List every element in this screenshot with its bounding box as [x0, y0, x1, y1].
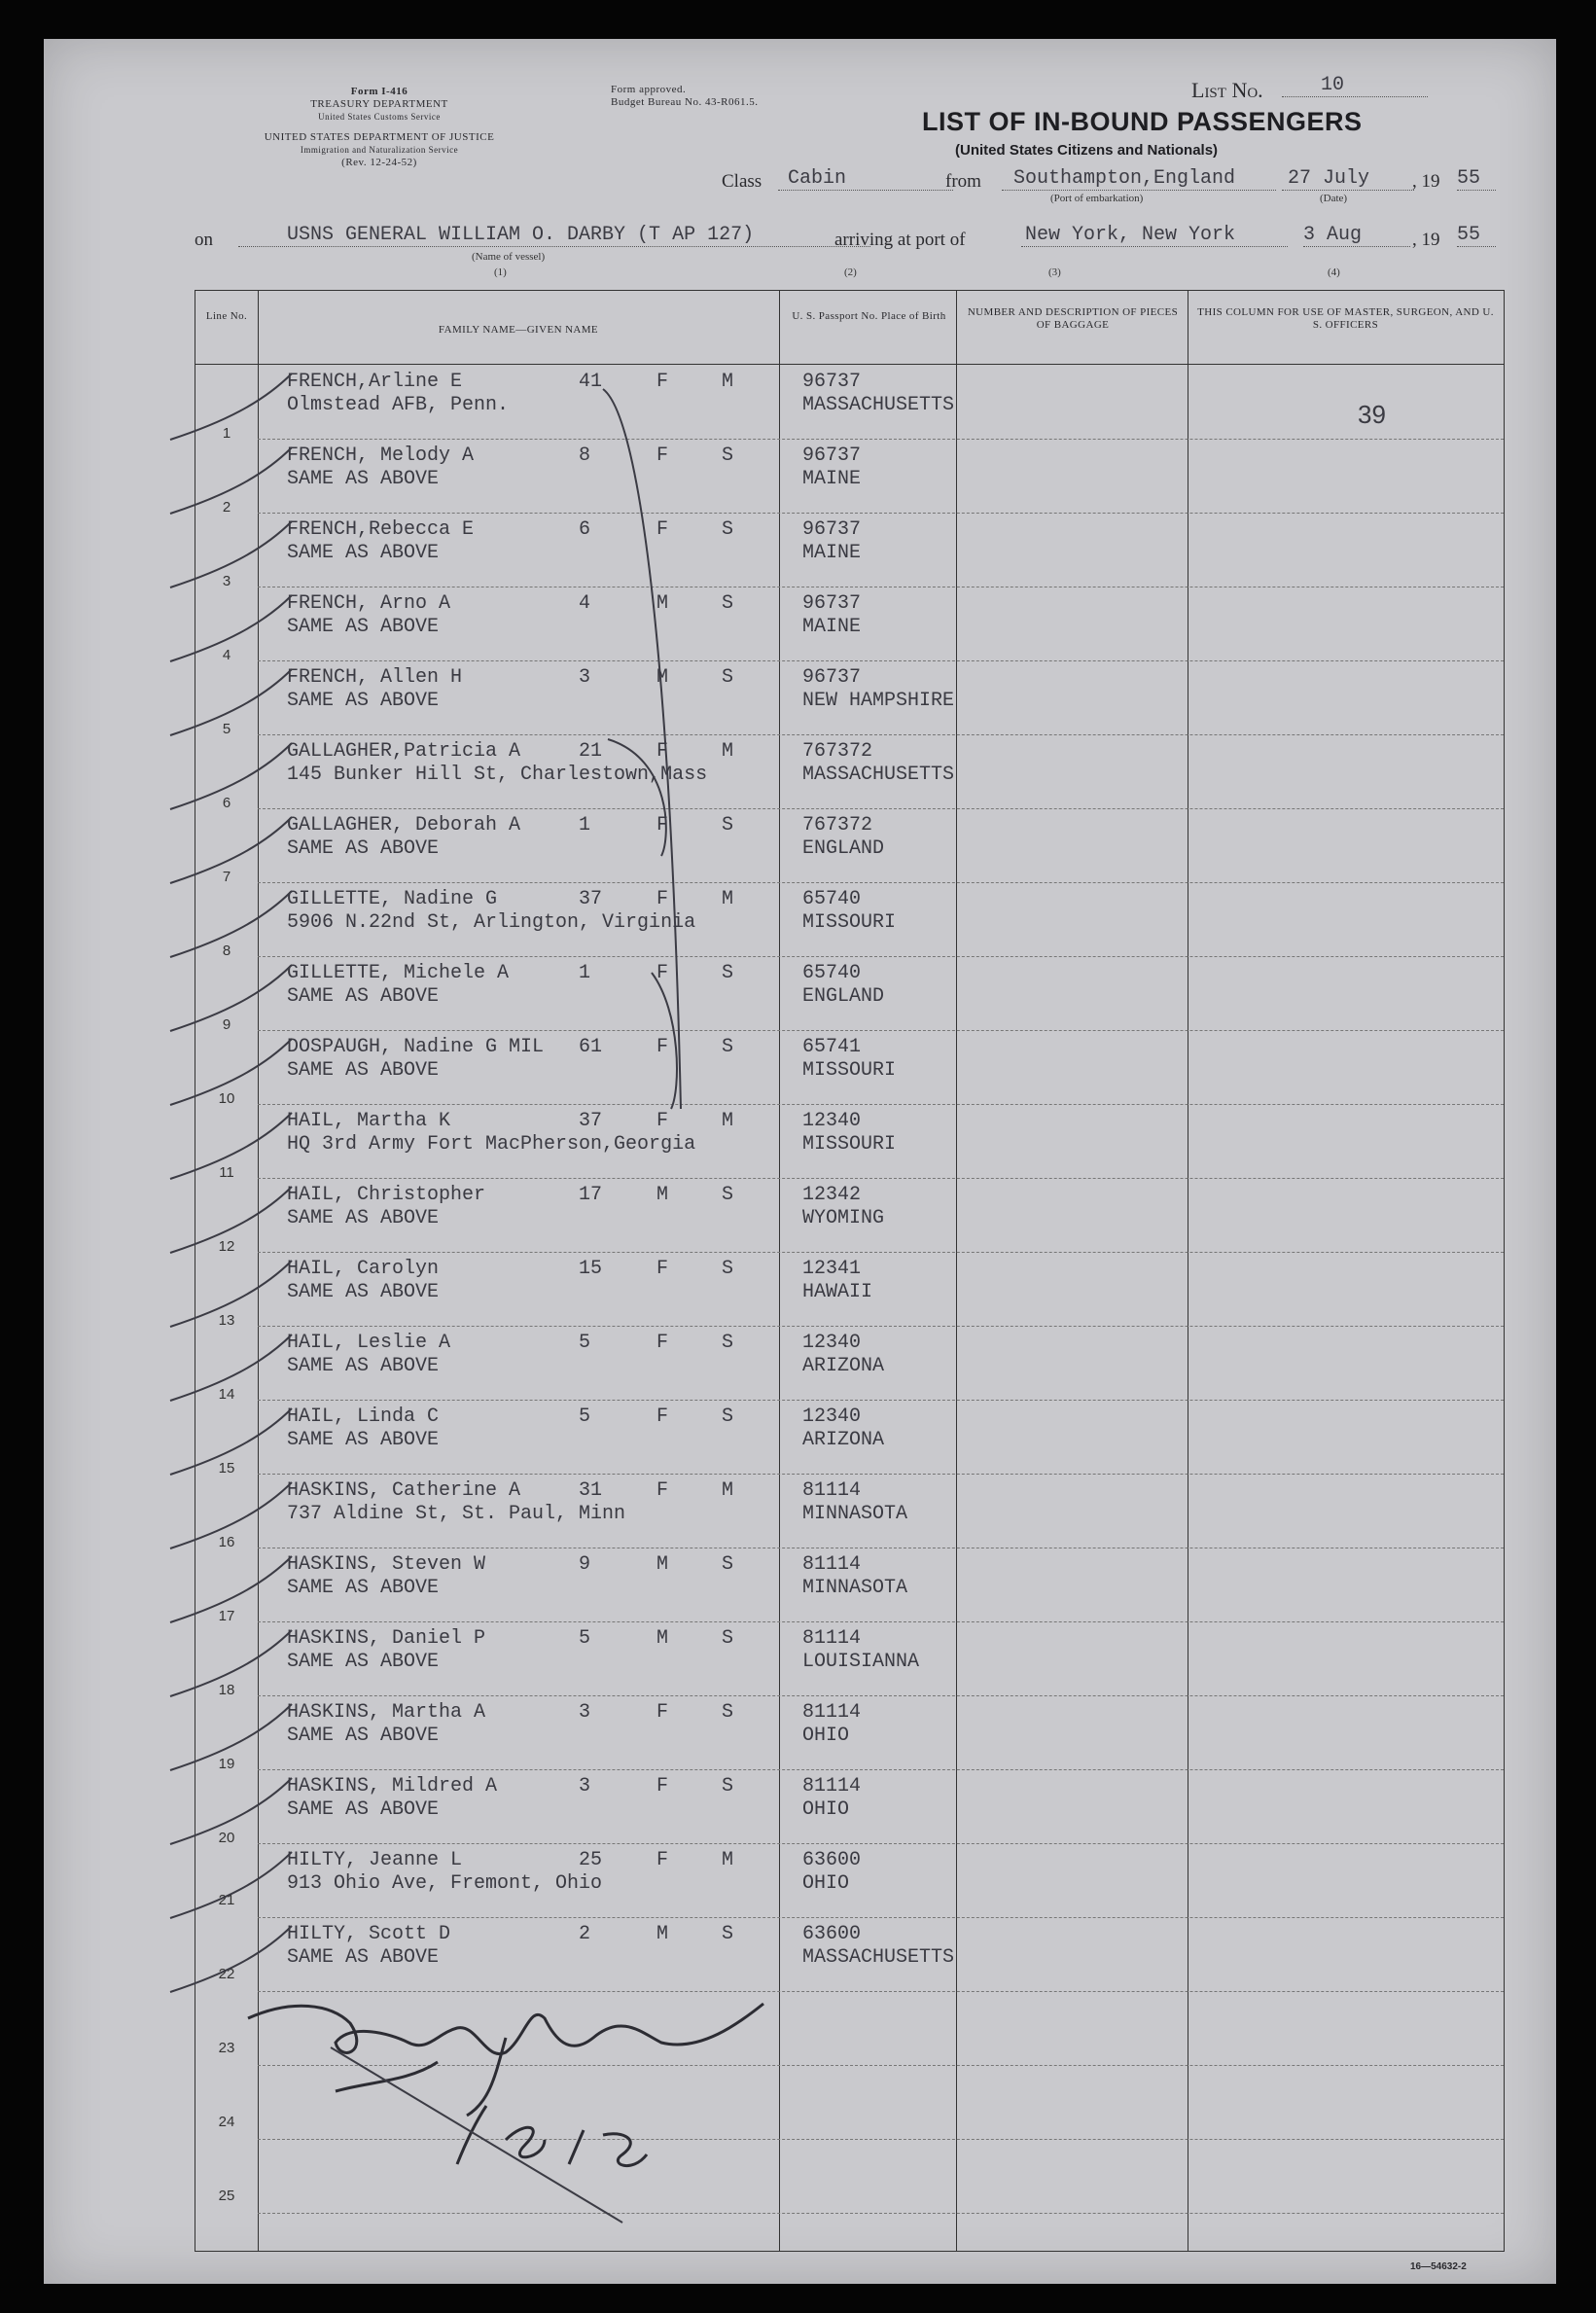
place-of-birth: MAINE	[802, 616, 862, 638]
passenger-sex: F	[656, 1332, 669, 1354]
list-number-label: List No.	[1191, 78, 1263, 102]
passenger-sex: F	[656, 1406, 669, 1428]
passport-number: 81114	[802, 1479, 862, 1502]
embarkation-date: 27 July	[1282, 167, 1414, 191]
line-number: 9	[222, 1016, 231, 1033]
vessel-name: USNS GENERAL WILLIAM O. DARBY (T AP 127)	[238, 224, 870, 247]
line-number: 16	[218, 1534, 235, 1550]
marital-status: M	[722, 1849, 734, 1871]
marital-status: S	[722, 1332, 734, 1354]
passenger-age: 3	[579, 1701, 591, 1724]
passenger-sex: F	[656, 1701, 669, 1724]
passenger-age: 37	[579, 888, 603, 910]
passport-number: 81114	[802, 1701, 862, 1724]
embarkation-year: 55	[1457, 167, 1496, 191]
passenger-name: HILTY, Jeanne L	[287, 1849, 463, 1871]
passport-number: 81114	[802, 1553, 862, 1576]
line-number: 5	[222, 721, 231, 737]
line-number: 1	[222, 425, 231, 442]
check-mark	[170, 1261, 292, 1327]
check-mark	[170, 669, 292, 735]
passenger-age: 3	[579, 1775, 591, 1797]
arriving-label: arriving at port of	[834, 230, 966, 250]
place-of-birth: OHIO	[802, 1798, 850, 1821]
line-number: 2	[222, 499, 231, 516]
header-officers: THIS COLUMN FOR USE OF MASTER, SURGEON, AND U. S. OFFICERS	[1197, 306, 1494, 331]
line-number: 14	[218, 1386, 235, 1403]
place-of-birth: MISSOURI	[802, 1059, 897, 1082]
budget-bureau: Budget Bureau No. 43-R061.5.	[611, 96, 759, 108]
passenger-sex: F	[656, 445, 669, 467]
passenger-age: 2	[579, 1923, 591, 1945]
line-number: 11	[219, 1164, 234, 1181]
arrival-port: New York, New York	[1021, 224, 1288, 247]
place-of-birth: MASSACHUSETTS	[802, 764, 955, 786]
passenger-address: SAME AS ABOVE	[287, 985, 440, 1008]
passenger-sex: F	[656, 518, 669, 541]
check-mark	[170, 521, 292, 587]
place-of-birth: HAWAII	[802, 1281, 873, 1303]
passenger-age: 25	[579, 1849, 603, 1871]
passenger-sex: M	[656, 1627, 669, 1650]
check-mark	[170, 817, 292, 883]
list-number-value: 10	[1282, 74, 1428, 97]
passenger-sex: F	[656, 1849, 669, 1871]
passenger-name: HAIL, Leslie A	[287, 1332, 451, 1354]
line-number: 13	[218, 1312, 235, 1329]
check-mark	[170, 743, 292, 809]
line-number: 21	[218, 1892, 235, 1908]
line-number: 10	[218, 1090, 235, 1107]
passenger-name: DOSPAUGH, Nadine G MIL	[287, 1036, 545, 1058]
passenger-name: GALLAGHER,Patricia A	[287, 740, 521, 763]
passport-number: 96737	[802, 371, 862, 393]
passenger-sex: F	[656, 962, 669, 984]
header-line-no: Line No.	[205, 310, 248, 322]
passenger-age: 9	[579, 1553, 591, 1576]
marital-status: S	[722, 518, 734, 541]
year-prefix: , 19	[1412, 171, 1440, 192]
marital-status: S	[722, 666, 734, 689]
passenger-sex: F	[656, 371, 669, 393]
passport-number: 96737	[802, 592, 862, 615]
passenger-age: 8	[579, 445, 591, 467]
signature	[336, 2038, 506, 2116]
line-number: 20	[218, 1830, 235, 1846]
passenger-address: SAME AS ABOVE	[287, 1429, 440, 1451]
place-of-birth: MAINE	[802, 468, 862, 490]
passenger-name: GILLETTE, Michele A	[287, 962, 510, 984]
passenger-name: GALLAGHER, Deborah A	[287, 814, 521, 836]
passenger-sex: M	[656, 1923, 669, 1945]
passenger-name: FRENCH, Melody A	[287, 445, 475, 467]
check-mark	[170, 447, 292, 514]
passenger-address: 145 Bunker Hill St, Charlestown,Mass	[287, 764, 708, 786]
arrival-year: 55	[1457, 224, 1496, 247]
passport-number: 12340	[802, 1332, 862, 1354]
passport-number: 65740	[802, 962, 862, 984]
passenger-name: HASKINS, Catherine A	[287, 1479, 521, 1502]
passenger-sex: F	[656, 1479, 669, 1502]
marital-status: S	[722, 1701, 734, 1724]
check-mark	[170, 1408, 292, 1475]
passenger-age: 21	[579, 740, 603, 763]
place-of-birth: MASSACHUSETTS	[802, 1946, 955, 1969]
passenger-address: SAME AS ABOVE	[287, 1059, 440, 1082]
passenger-address: SAME AS ABOVE	[287, 468, 440, 490]
passenger-sex: F	[656, 814, 669, 836]
place-of-birth: ARIZONA	[802, 1355, 885, 1377]
marital-status: S	[722, 1553, 734, 1576]
arrival-year-prefix: , 19	[1412, 230, 1440, 250]
passenger-name: HASKINS, Daniel P	[287, 1627, 486, 1650]
marital-status: S	[722, 962, 734, 984]
check-mark	[170, 595, 292, 661]
passenger-name: HAIL, Martha K	[287, 1110, 451, 1132]
passenger-name: HASKINS, Mildred A	[287, 1775, 498, 1797]
line-number: 18	[218, 1682, 235, 1698]
place-of-birth: MASSACHUSETTS	[802, 394, 955, 416]
line-number: 3	[222, 573, 231, 589]
port-of-embarkation: Southampton,England	[1002, 167, 1276, 191]
header-passport: U. S. Passport No. Place of Birth	[792, 310, 946, 322]
passenger-sex: F	[656, 888, 669, 910]
passenger-address: Olmstead AFB, Penn.	[287, 394, 510, 416]
passport-number: 63600	[802, 1923, 862, 1945]
passenger-age: 1	[579, 962, 591, 984]
cross-line	[331, 2047, 622, 2223]
passport-number: 12342	[802, 1184, 862, 1206]
marital-status: S	[722, 1406, 734, 1428]
marital-status: S	[722, 592, 734, 615]
passenger-age: 61	[579, 1036, 603, 1058]
page-subtitle: (United States Citizens and Nationals)	[955, 142, 1219, 159]
form-number: Form I-416	[350, 86, 408, 97]
passenger-name: HASKINS, Martha A	[287, 1701, 486, 1724]
place-of-birth: WYOMING	[802, 1207, 885, 1229]
place-of-birth: LOUISIANNA	[802, 1651, 920, 1673]
marital-status: M	[722, 1110, 734, 1132]
check-mark	[170, 374, 292, 440]
check-mark	[170, 891, 292, 957]
passenger-address: SAME AS ABOVE	[287, 1355, 440, 1377]
line-number: 19	[218, 1756, 235, 1772]
passport-number: 767372	[802, 814, 873, 836]
line-number: 4	[222, 647, 231, 663]
passenger-address: SAME AS ABOVE	[287, 1798, 440, 1821]
passport-number: 12341	[802, 1258, 862, 1280]
place-of-birth: NEW HAMPSHIRE	[802, 690, 955, 712]
passenger-sex: M	[656, 666, 669, 689]
check-mark	[170, 1778, 292, 1844]
check-mark	[170, 1113, 292, 1179]
marital-status: S	[722, 1184, 734, 1206]
line-number: 24	[218, 2114, 235, 2130]
passport-number: 63600	[802, 1849, 862, 1871]
passport-number: 65741	[802, 1036, 862, 1058]
passenger-age: 41	[579, 371, 603, 393]
line-number: 22	[218, 1966, 235, 1982]
date-caption: (Date)	[1320, 193, 1348, 204]
place-of-birth: MISSOURI	[802, 1133, 897, 1156]
place-of-birth: MINNASOTA	[802, 1577, 908, 1599]
line-number: 7	[222, 869, 231, 885]
marital-status: M	[722, 1479, 734, 1502]
passenger-age: 17	[579, 1184, 603, 1206]
passport-number: 96737	[802, 518, 862, 541]
passenger-name: HAIL, Christopher	[287, 1184, 486, 1206]
line-number: 6	[222, 795, 231, 811]
line-number: 12	[218, 1238, 235, 1255]
line-number: 23	[218, 2040, 235, 2056]
passenger-address: 5906 N.22nd St, Arlington, Virginia	[287, 911, 696, 934]
form-approved: Form approved.	[611, 84, 687, 95]
from-label: from	[945, 171, 981, 192]
revision-date: (Rev. 12-24-52)	[341, 157, 417, 168]
passenger-address: SAME AS ABOVE	[287, 1725, 440, 1747]
passenger-address: SAME AS ABOVE	[287, 1281, 440, 1303]
passport-number: 767372	[802, 740, 873, 763]
passenger-sex: F	[656, 1775, 669, 1797]
passenger-address: SAME AS ABOVE	[287, 1946, 440, 1969]
class-value: Cabin	[778, 167, 953, 191]
place-of-birth: ARIZONA	[802, 1429, 885, 1451]
bracket-mark	[603, 389, 681, 1109]
marital-status: M	[722, 740, 734, 763]
check-mark	[170, 1926, 292, 1992]
passport-number: 12340	[802, 1406, 862, 1428]
passenger-age: 3	[579, 666, 591, 689]
passenger-age: 15	[579, 1258, 603, 1280]
line-number: 17	[218, 1608, 235, 1624]
passenger-name: FRENCH, Arno A	[287, 592, 451, 615]
check-mark	[170, 1334, 292, 1401]
marital-status: S	[722, 1923, 734, 1945]
header-baggage: NUMBER AND DESCRIPTION OF PIECES OF BAGGAGE	[967, 306, 1179, 331]
place-of-birth: MISSOURI	[802, 911, 897, 934]
passenger-sex: F	[656, 1036, 669, 1058]
passenger-address: SAME AS ABOVE	[287, 1577, 440, 1599]
passenger-sex: M	[656, 1553, 669, 1576]
passenger-address: SAME AS ABOVE	[287, 837, 440, 860]
passport-number: 96737	[802, 666, 862, 689]
line-number: 8	[222, 943, 231, 959]
bracket-mark	[608, 739, 669, 856]
check-mark	[170, 1039, 292, 1105]
dept-justice: UNITED STATES DEPARTMENT OF JUSTICE	[264, 131, 495, 143]
line-number: 25	[218, 2188, 235, 2204]
passenger-age: 5	[579, 1627, 591, 1650]
passenger-sex: F	[656, 740, 669, 763]
caption-4: (4)	[1328, 267, 1340, 278]
passenger-name: HAIL, Carolyn	[287, 1258, 440, 1280]
check-mark	[170, 1556, 292, 1622]
officer-note: 39	[1358, 400, 1386, 429]
place-of-birth: ENGLAND	[802, 837, 885, 860]
place-of-birth: ENGLAND	[802, 985, 885, 1008]
marital-status: S	[722, 814, 734, 836]
passenger-sex: F	[656, 1110, 669, 1132]
vessel-caption: (Name of vessel)	[472, 251, 546, 263]
passenger-age: 5	[579, 1332, 591, 1354]
passenger-age: 6	[579, 518, 591, 541]
dept-treasury-sub: United States Customs Service	[318, 112, 441, 122]
passenger-sex: F	[656, 1258, 669, 1280]
marital-status: S	[722, 1775, 734, 1797]
marital-status: M	[722, 888, 734, 910]
signature-date	[457, 2106, 647, 2166]
caption-1: (1)	[494, 267, 507, 278]
passenger-address: SAME AS ABOVE	[287, 690, 440, 712]
check-mark	[170, 1187, 292, 1253]
check-mark	[170, 965, 292, 1031]
passport-number: 65740	[802, 888, 862, 910]
check-mark	[170, 1704, 292, 1770]
arrival-date: 3 Aug	[1303, 224, 1410, 247]
marital-status: S	[722, 1036, 734, 1058]
check-mark	[170, 1852, 292, 1918]
passenger-name: HILTY, Scott D	[287, 1923, 451, 1945]
passenger-name: FRENCH,Rebecca E	[287, 518, 475, 541]
passenger-address: SAME AS ABOVE	[287, 1651, 440, 1673]
passport-number: 12340	[802, 1110, 862, 1132]
passport-number: 81114	[802, 1627, 862, 1650]
port-caption: (Port of embarkation)	[1050, 193, 1144, 204]
passenger-address: SAME AS ABOVE	[287, 1207, 440, 1229]
passenger-address: SAME AS ABOVE	[287, 542, 440, 564]
class-label: Class	[722, 171, 763, 192]
passenger-address: 737 Aldine St, St. Paul, Minn	[287, 1503, 626, 1525]
signature	[248, 2004, 763, 2054]
passenger-age: 37	[579, 1110, 603, 1132]
passenger-sex: M	[656, 1184, 669, 1206]
passenger-name: FRENCH, Allen H	[287, 666, 463, 689]
place-of-birth: OHIO	[802, 1725, 850, 1747]
passenger-sex: M	[656, 592, 669, 615]
page-title: LIST OF IN-BOUND PASSENGERS	[922, 107, 1363, 136]
passenger-age: 31	[579, 1479, 603, 1502]
marital-status: S	[722, 1258, 734, 1280]
check-mark	[170, 1630, 292, 1696]
header-name: FAMILY NAME—GIVEN NAME	[438, 324, 599, 336]
on-label: on	[195, 230, 213, 250]
place-of-birth: MINNASOTA	[802, 1503, 908, 1525]
passenger-age: 5	[579, 1406, 591, 1428]
passenger-name: HAIL, Linda C	[287, 1406, 440, 1428]
passenger-address: SAME AS ABOVE	[287, 616, 440, 638]
place-of-birth: MAINE	[802, 542, 862, 564]
caption-2: (2)	[844, 267, 857, 278]
passenger-name: GILLETTE, Nadine G	[287, 888, 498, 910]
passport-number: 81114	[802, 1775, 862, 1797]
dept-treasury: TREASURY DEPARTMENT	[310, 98, 448, 110]
passenger-address: 913 Ohio Ave, Fremont, Ohio	[287, 1872, 603, 1895]
marital-status: M	[722, 371, 734, 393]
check-marks	[170, 374, 292, 1992]
caption-3: (3)	[1048, 267, 1061, 278]
bracket-mark	[652, 973, 677, 1109]
check-mark	[170, 1482, 292, 1548]
passenger-age: 1	[579, 814, 591, 836]
footer-code: 16—54632-2	[1410, 2261, 1467, 2272]
dept-justice-sub: Immigration and Naturalization Service	[300, 145, 459, 155]
passenger-age: 4	[579, 592, 591, 615]
passenger-name: FRENCH,Arline E	[287, 371, 463, 393]
marital-status: S	[722, 445, 734, 467]
passenger-address: HQ 3rd Army Fort MacPherson,Georgia	[287, 1133, 696, 1156]
marital-status: S	[722, 1627, 734, 1650]
passenger-name: HASKINS, Steven W	[287, 1553, 486, 1576]
place-of-birth: OHIO	[802, 1872, 850, 1895]
line-number: 15	[218, 1460, 235, 1477]
passport-number: 96737	[802, 445, 862, 467]
